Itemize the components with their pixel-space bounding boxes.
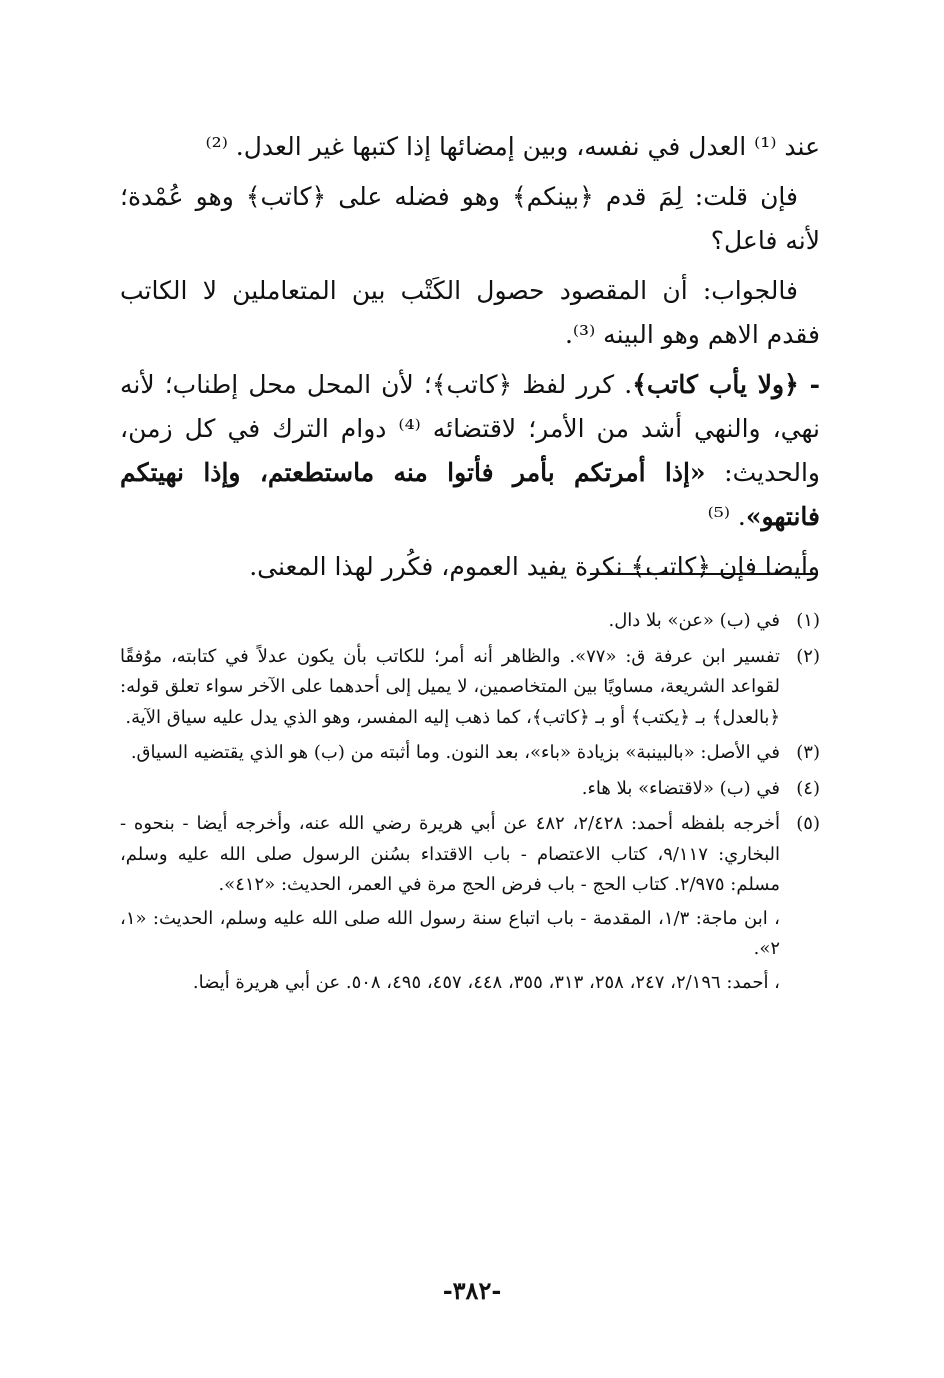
footnote-text: في الأصل: «بالبينبة» بزيادة «باء»، بعد النون. وما أثبته من (ب) هو الذي يقتضيه السياق. [130, 742, 780, 763]
footnote-2 [120, 642, 820, 734]
paragraph-4-end: . ⁽⁵⁾ [707, 502, 746, 531]
footnote-text: في (ب) «لاقتضاء» بلا هاء. [581, 777, 780, 799]
main-text [120, 125, 820, 589]
page-number: -٣٨٢- [442, 1276, 502, 1305]
footnotes [120, 606, 820, 1003]
footnote-text: ، أحمد: ٢/١٩٦، ٢٤٧، ٢٥٨، ٣١٣، ٣٥٥، ٤٤٨، ٤٥٧، ٤٩٥، ٥٠٨. عن أبي هريرة أيضا. [192, 971, 780, 993]
paragraph-5: وأيضا فإن ﴿كاتب﴾ نكرة يفيد العموم، فكُرر لهذا المعنى. [249, 552, 820, 581]
footnote-text: في (ب) «عن» بلا دال. [608, 610, 780, 631]
footnote-divider [590, 573, 818, 575]
footnote-5 [120, 809, 820, 998]
footnote-3 [120, 738, 820, 769]
paragraph-4 [120, 363, 820, 539]
footnote-4 [120, 774, 820, 805]
footnote-text: أخرجه بلفظه أحمد: ٢/٤٢٨، ٤٨٢ عن أبي هريرة رضي الله عنه، وأخرجه أيضا - بنحوه - البخاري: ٩/١١٧، كتاب الاعتصام - باب الاقتداء بسُنن الرسول صلى الله عليه وسلم، مسلم: ٢/٩٧٥. كتاب الحج - باب فرض الحج مرة في العمر، الحديث: «٤١٢». [120, 813, 781, 895]
verse-quote: - ﴿ولا يأب كاتب﴾ [632, 370, 821, 399]
paragraph-4-body: . كرر لفظ ﴿كاتب﴾؛ لأن المحل محل إطناب؛ لأنه نهي، والنهي أشد من الأمر؛ لاقتضائه ⁽⁴⁾ دوام الترك في كل زمن، والحديث: [120, 370, 820, 487]
footnote-number: (٢) [796, 645, 820, 667]
paragraph-3: فالجواب: أن المقصود حصول الكَتْب بين المتعاملين لا الكاتب فقدم الاهم وهو البينه ⁽³⁾. [120, 276, 820, 349]
footnote-text: ، ابن ماجة: ١/٣، المقدمة - باب اتباع سنة رسول الله صلى الله عليه وسلم، الحديث: «١، ٢». [120, 907, 780, 959]
footnote-text: تفسير ابن عرفة ق: «٧٧». والظاهر أنه أمر؛ للكاتب بأن يكون عدلاً في كتابته، موُفقًا لقواعد الشريعة، مساويًا بين المتخاصمين، لا يميل إلى أحدهما على الآخر سواء تعلق قوله: ﴿بالعدل﴾ بـ ﴿يكتب﴾ أو بـ ﴿كاتب﴾، كما ذهب إليه المفسر، وهو الذي يدل عليه سياق الآية. [120, 645, 781, 728]
footnote-number: (١) [796, 610, 820, 631]
paragraph-1: عند ⁽¹⁾ العدل في نفسه، وبين إمضائها إذا كتبها غير العدل. ⁽²⁾ [205, 132, 820, 161]
paragraph-2: فإن قلت: لِمَ قدم ﴿بينكم﴾ وهو فضله على ﴿كاتب﴾ وهو عُمْدة؛ لأنه فاعل؟ [120, 182, 820, 255]
footnote-number: (٤) [796, 777, 820, 799]
footnote-1 [120, 606, 820, 637]
footnote-number: (٥) [796, 813, 820, 834]
footnote-number: (٣) [796, 742, 820, 763]
hadith-quote: «إذا أمرتكم بأمر فأتوا منه ماستطعتم، وإذا نهيتكم فانتهو» [120, 458, 820, 531]
